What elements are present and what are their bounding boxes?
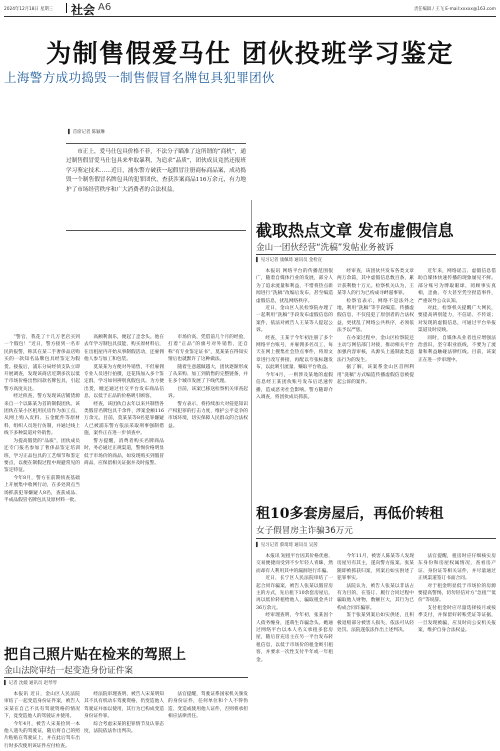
lead-paragraph: 经过侦查，警方发现该店铺货源来自一个以陈某为首的制假团伙。该团伙在某小区租用民房作为加工点，从网上购入皮料、五金配件等原材料，组织人员进行仿制，并通过线上线下多种渠道对外销售。 [4, 394, 80, 437]
story2-paragraph: 本报讯 网络平台的传播范围很广，随着自媒体行业的发展，部分人为了追求流量和利益，不惜将热点新闻进行“洗稿”改编后发布，甚至编造虚假信息，扰乱网络秩序。 [256, 269, 333, 304]
story4-paragraph: 今年4月，被告人宋某捡到一本他人遗失的驾驶证，随后将自己的照片粘贴在驾驶证上，并在此后驾车出行时多次使用该证件应付检查。 [4, 721, 80, 749]
lead-headline: 为制售假爱马仕 团伙投班学习鉴定 [46, 39, 454, 68]
story3-paragraph: 对于租金明显低于市场价的房源要提高警惕，切勿轻信对方“急租”“低价”等说辞。 [418, 583, 496, 604]
header-divider-mark [66, 3, 67, 13]
lead-paragraph: 今年8月，警方在前期侦查基础上开展集中收网行动，在多处窝点当场抓获犯罪嫌疑人8名，查获成品、半成品假冒名牌包具及原材料一批。 [4, 475, 80, 503]
lead-paragraph: 为提高假货的“品质”，团伙成员还专门报名参加了奢侈品鉴定培训班，学习正品包具的工艺细节和鉴定要点，以便在制假过程中规避常见的鉴定特征。 [4, 438, 80, 474]
lead-subheadline: 上海警方成功捣毁一制售假冒名牌包具犯罪团伙 [4, 70, 275, 85]
lead-intro-text: 市正上，爱马仕包具价格不菲，不法分子瞄准了这所谓的“商机”，通过制售假冒爱马仕包具来牟取暴利，为追求“品质”，团伙成员竟然还报班学习鉴定技术……近日，浦东警方破获一起假冒注册商标商品案，成功捣毁一个制售假冒名牌包具的犯罪团伙，查获涉案商品116万余元，有力地护了市场经营秩序和广大消费者的合法权益。 [66, 149, 246, 193]
story2-col-1 [256, 268, 333, 476]
header-editors: 责任编辑 / 王飞 E-mail:xxxxx@163.com [413, 7, 496, 12]
header-page-number: A6 [98, 2, 112, 13]
story3-paragraph: 近日，长宁区人民法院审结了一起合同诈骗案，被告人张某以假冒房主的方式，先后租下10余套房屋后，再以低价转租给他人，骗取租金共计36万余元。 [256, 576, 333, 611]
lead-body-middle [84, 334, 164, 636]
story3-headline: 租10多套房屋后，再低价转租 [256, 506, 444, 522]
story4-rule [4, 677, 248, 678]
story4-col-1 [4, 691, 80, 749]
lead-paragraph: 目前，该案已移送检察机关审查起诉。 [168, 386, 248, 400]
lead-paragraph: 警方提醒，消费者购买名牌商品时，务必通过正规渠道，警惕价格明显低于市场价的商品，如发现购买到假冒商品，应保留相关证据并及时报警。 [84, 438, 164, 466]
story3-col-2 [337, 553, 414, 748]
lead-paragraph: 经查，该团伙自去年以来共制售各类假冒名牌包具千余件，涉案金额116万余元。目前，莫某某等8名犯罪嫌疑人已被浦东警方依法采取刑事强制措施，案件正在进一步侦查中。 [84, 401, 164, 437]
lead-paragraph: 市场价高，凭借前几个月的经验，打着“正品”的旗号对外销售，还自称“有专业鉴定证书”，莫某某在得知实情后也就默许了这种做法。 [168, 335, 248, 363]
page-column-divider [251, 200, 252, 640]
story2-rule [256, 254, 496, 255]
story4-paragraph: 本报讯 近日，金山区人民法院审结了一起变造身份证件案，被告人宋某在自己不具有驾驶资格的情况下，竟变造他人的驾驶证并使用。 [4, 692, 80, 720]
story3-paragraph: 法官提醒，租房时应仔细核实房东身份和房屋权属情况，查看房产证、身份证等相关证件，并尽量通过正规渠道签订书面合同。 [418, 554, 496, 582]
story4-paragraph: 法官提醒，驾驶证系国家机关颁发的身份证件，任何单位和个人不得伪造、变造或使用他人证件，否则将承担相应法律责任。 [168, 692, 248, 720]
lead-paragraph: 警方表示，将持续加大对侵犯知识产权犯罪的打击力度，维护公平竞争的市场环境，切实保障人民群众的合法权益。 [168, 401, 248, 429]
lead-body-left [4, 334, 80, 636]
story2-paragraph: 对此，检察机关提醒广大网民，要提高辨别能力，不信谣、不传谣；对发现的虚假信息，可通过平台举报渠道及时反映。 [418, 306, 496, 334]
lead-paragraph: 高额利润乐，便起了歪念头。他在去年学习制包具技能，购买原材料后，在出租屋内开始从事制假活动，还雇佣他人参与加工和包装。 [84, 335, 164, 363]
story2-subheadline: 金山一团伙经营“洗稿”发帖业务被诉 [256, 243, 394, 253]
story2-paragraph: 检察官表示，网络不是法外之地，利用“洗稿”等手段编造、传播虚假信息，不仅侵犯了原创者的合法权益，更扰乱了网络公共秩序，必须依法予以严惩。 [337, 298, 414, 334]
lead-paragraph: 莫某某为方便对外销售，不但雇佣专业人员进行拍摄，还花钱加入多个鉴定群，学习如何辨别真假包具。为方便出货，她还通过社交平台发布商品信息，以低于正品的价格吸引顾客。 [84, 364, 164, 400]
story2-paragraph: 同时，自媒体从业者也应增强法治意识，坚守职业底线，不要为了流量和利益触碰法律红线。目前，该案正在进一步审理中。 [418, 335, 496, 363]
story2-col-2 [337, 268, 414, 476]
story2-headline: 截取热点文章 发布虚假信息 [256, 221, 454, 240]
story3-col-1 [256, 553, 333, 748]
story3-subheadline: 女子假冒房主诈骗36万元 [256, 526, 353, 536]
story4-subheadline: 金山法院审结一起变造身份证件案 [4, 666, 133, 676]
story2-byline: ▌ 见习记者 康佩琦 通讯员 金检宣 [256, 258, 323, 263]
story3-col-3 [418, 553, 496, 748]
story2-paragraph: 在办案过程中，金山区检察院还主动与网信部门对接，推动相关平台加强内容审核，从源头上遏制此类违法行为的发生。 [337, 335, 414, 363]
story4-byline: ▌ 记者 沈媛 通讯员 赵琴琴 [4, 681, 57, 686]
story2-paragraph: 近日，金山区人民检察院办理了一起利用“洗稿”手段发布虚假信息的案件，依法对被告人王某等人提起公诉。 [256, 306, 333, 334]
story2-paragraph: 今年4月，一则涉及某地的虚假信息经王某团伙账号发布后迅速传播，造成恶劣社会影响。警方随即介入调查，将团伙成员抓获。 [256, 372, 333, 400]
story2-paragraph: 经审查，该团伙共发布各类文章两万余篇，其中虚假信息数百条，累计获利数十万元。检察机关认为，王某等人的行为已构成寻衅滋事罪。 [337, 269, 414, 297]
header-section: 社会 [71, 3, 96, 17]
lead-body-right [168, 334, 248, 636]
story2-col-3 [418, 268, 496, 476]
lead-byline: ▌ 首席记者 陈颖琳 [68, 130, 105, 135]
story3-paragraph: 今年11月，被害人陈某等人发现房屋另有其主，遂向警方报案。张某随即被抓获归案，到案后如实供述了犯罪事实。 [337, 554, 414, 582]
story3-rule [256, 538, 496, 539]
story4-col-2 [84, 691, 164, 749]
story3-paragraph: 鉴于张某到案后如实供述，且积极退赔部分被害人损失，依法可从轻处罚。法院遂依法作出上述判决。 [337, 613, 414, 634]
story4-headline: 把自己照片贴在检来的驾照上 [4, 647, 186, 663]
story4-paragraph: 综合考虑宋某的犯罪情节及认罪态度，法院依法作出判决。 [84, 721, 164, 735]
header-rule [4, 16, 496, 17]
lead-paragraph: 随着生意越做越大，团伙逐渐形成了从采购、加工到销售的完整链条，并在多个城市发展了下线代理。 [168, 364, 248, 385]
story2-paragraph: 近年来，网络谣言、虚假信息借助自媒体快速传播的现象屡见不鲜。部分账号为博取眼球，罔顾事实真相，歪曲、夸大甚至凭空捏造事件，严重误导公众认知。 [418, 269, 496, 304]
header-date: 2024年12月18日 星期三 [4, 7, 54, 12]
story3-paragraph: 支付租金时应尽量选择按月或按季支付，并保留好转账凭证等证据，一旦发现被骗，应及时向公安机关报案，维护自身合法权益。 [418, 605, 496, 634]
story4-paragraph: 经法院审理查明，被告人宋某明知其不具有机动车驾驶资格，仍变造他人驾驶证并加以使用，其行为已构成变造身份证件罪。 [84, 692, 164, 720]
story2-paragraph: 据了解，该案系金山区首例利用“洗稿”方式编造传播虚假信息被提起公诉的案件。 [337, 365, 414, 386]
story3-paragraph: 本报讯 短租平台因其价格优惠、交易便捷而受到不少年轻人青睐，然而却有人利用其中的漏洞进行诈骗。 [256, 554, 333, 574]
lead-intro-box [66, 143, 246, 231]
story4-col-3 [168, 691, 248, 749]
lead-paragraph: “警官，我花了十几万老店买到一个假包！”近日，警方接到一名市民的报警，称其在某二手奢侈品店购买的一款知名品牌包具经鉴定为假货。接报后，浦东分局经侦支队立即开展调查，发现该商店近期多次以低于市场价格出售同款名牌包具，引起警方高度关注。 [4, 335, 80, 392]
story3-byline: ▌ 见习记者 蔡琦琦 通讯员 吴茜 [256, 543, 318, 548]
story3-paragraph: 经审理查明，今年初，张某因个人债务缠身，遂萌生诈骗念头。她通过网络平台以本人名义承租多套房屋，随后冒充房主在另一平台发布转租信息，以低于市场价的租金吸引租客，并要求一次性支付半年或一年租金。 [256, 613, 333, 663]
story2-paragraph: 经查，王某于今年初注册了多个网络平台账号，并雇佣多名员工，每天在网上搜集社会热点事件，将原文章进行改写拼接，再配以夸张标题发布，以此吸引流量、赚取平台收益。 [256, 335, 333, 371]
story3-paragraph: 法院认为，被告人张某以非法占有为目的，在签订、履行合同过程中骗取他人财物，数额巨大，其行为已构成合同诈骗罪。 [337, 583, 414, 611]
